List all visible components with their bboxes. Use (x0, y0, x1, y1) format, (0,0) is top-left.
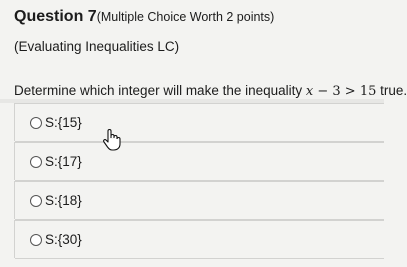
radio-button-icon[interactable] (30, 117, 42, 129)
radio-button-icon[interactable] (30, 234, 42, 246)
radio-button-icon[interactable] (30, 156, 42, 168)
question-topic: (Evaluating Inequalities LC) (14, 39, 180, 54)
answer-choice[interactable] (14, 220, 384, 258)
math-operation: − 3 > 15 (313, 84, 377, 99)
hand-pointer-icon (101, 128, 123, 152)
answer-choice[interactable] (14, 181, 384, 219)
question-points: (Multiple Choice Worth 2 points) (96, 10, 275, 24)
math-variable: x (305, 84, 314, 99)
choice-label: S:{18} (45, 193, 82, 208)
answer-choice[interactable] (14, 142, 384, 180)
answer-choices (14, 103, 384, 259)
answer-choice[interactable] (14, 103, 384, 141)
prompt-suffix: true. (376, 83, 407, 98)
question-prompt (14, 83, 407, 99)
question-title: Question 7 (14, 8, 97, 25)
radio-button-icon[interactable] (30, 195, 42, 207)
inequality-expression (306, 84, 376, 99)
choice-label: S:{17} (45, 154, 82, 169)
prompt-text: Determine which integer will make the inequality (14, 83, 306, 98)
choice-label: S:{15} (45, 115, 82, 130)
question-header (14, 8, 274, 26)
choice-label: S:{30} (45, 232, 82, 247)
